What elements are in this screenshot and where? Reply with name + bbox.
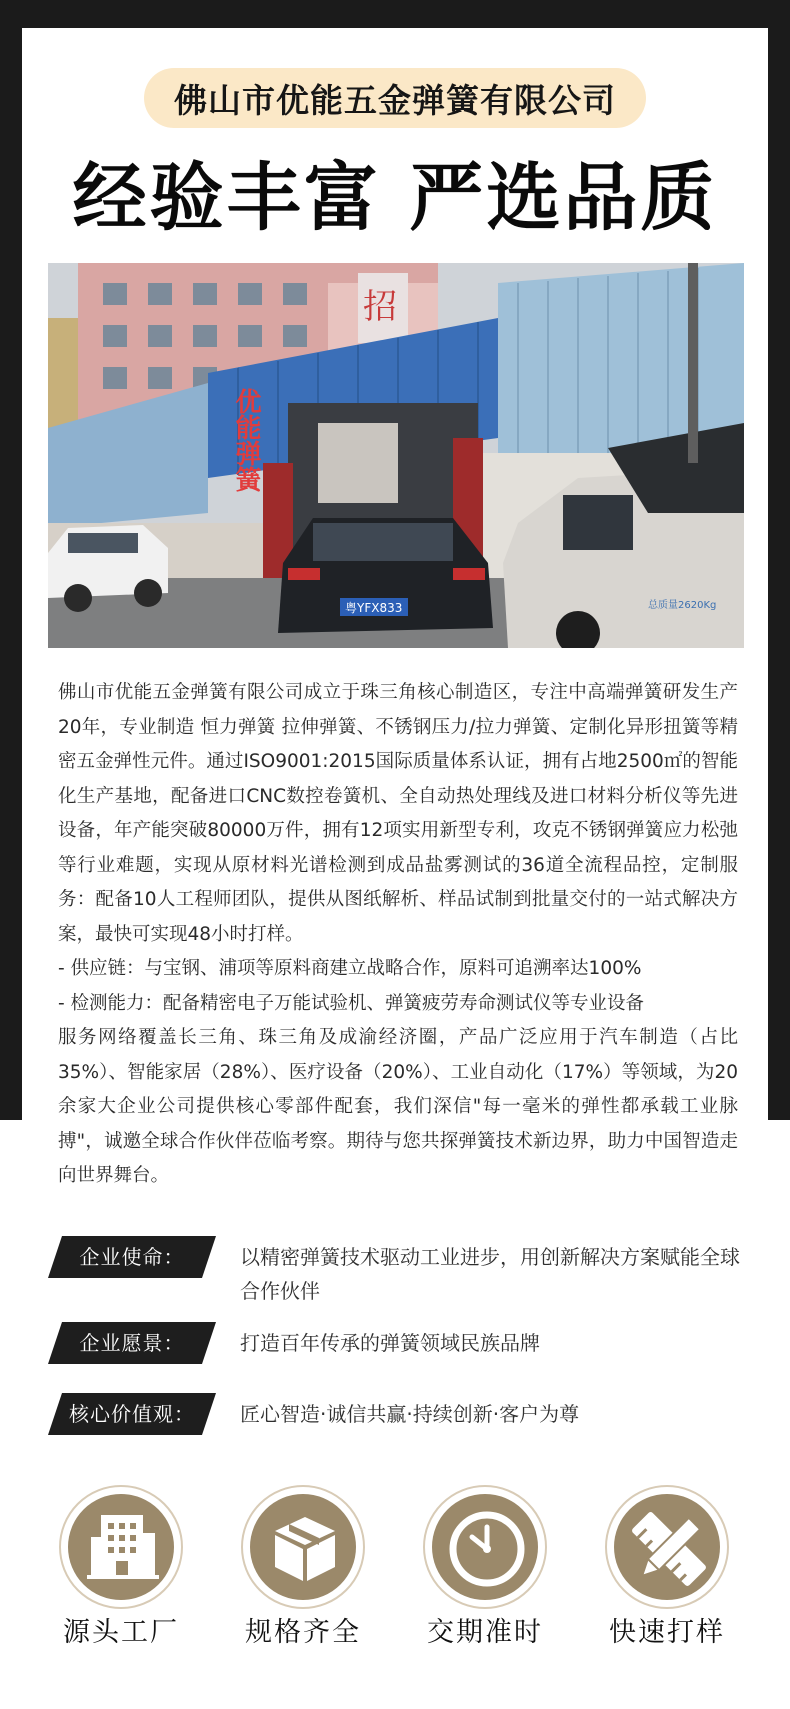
- feature-sampling: [605, 1485, 729, 1609]
- box-icon: [243, 1487, 367, 1611]
- feature-label-factory: 源头工厂: [63, 1617, 179, 1648]
- mission-label: 企业使命：: [48, 1236, 216, 1278]
- factory-photo: [48, 263, 744, 648]
- feature-specs: [241, 1485, 365, 1609]
- company-name-pill: 佛山市优能五金弹簧有限公司: [144, 68, 646, 128]
- feature-factory: [59, 1485, 183, 1609]
- top-frame: [0, 0, 790, 28]
- slogan-heading: 经验丰富 严选品质: [72, 155, 718, 241]
- vision-label: 企业愿景：: [48, 1322, 216, 1364]
- mission-text: 以精密弹簧技术驱动工业进步，用创新解决方案赋能全球合作伙伴: [240, 1245, 740, 1303]
- license-plate-text: 粤YFX833: [345, 601, 403, 615]
- building-icon: [61, 1487, 185, 1611]
- intro-supply-chain: - 供应链：与宝钢、浦项等原料商建立战略合作，原料可追溯率达100%: [58, 958, 642, 979]
- vision-text: 打造百年传承的弹簧领域民族品牌: [240, 1331, 540, 1355]
- feature-label-specs: 规格齐全: [245, 1617, 361, 1648]
- intro-paragraph-main: 佛山市优能五金弹簧有限公司成立于珠三角核心制造区，专注中高端弹簧研发生产20年，专业制造 恒力弹簧 拉伸弹簧、不锈钢压力/拉力弹簧、定制化异形扭簧等精密五金弹性元件。通过ISO9001:2015国际质量体系认证，拥有占地2500㎡的智能化生产基地，配备进口CNC数控卷簧机、全自动热处理线及进口材料分析仪等先进设备，年产能突破80000万件，拥有12项实用新型专利，攻克不锈钢弹簧应力松弛等行业难题，实现从原材料光谱检测到成品盐雾测试的36道全流程品控，定制服务：配备10人工程师团队，提供从图纸解析、样品试制到批量交付的一站式解决方案，最快可实现48小时打样。: [58, 682, 738, 945]
- feature-label-delivery: 交期准时: [427, 1617, 543, 1648]
- intro-service-network: 服务网络覆盖长三角、珠三角及成渝经济圈，产品广泛应用于汽车制造（占比35%）、智能家居（28%）、医疗设备（20%）、工业自动化（17%）等领域，为20余家大企业公司提供核心零部件配套，我们深信"每一毫米的弹性都承载工业脉搏"，诚邀全球合作伙伴莅临考察。期待与您共探弹簧技术新边界，助力中国智造走向世界舞台。: [58, 1027, 738, 1186]
- pencil-ruler-icon: [607, 1487, 731, 1611]
- factory-sign-text: 优能弹簧: [231, 388, 261, 492]
- banner-text: 招: [363, 287, 397, 327]
- core-values-label: 核心价值观：: [48, 1393, 216, 1435]
- intro-testing: - 检测能力：配备精密电子万能试验机、弹簧疲劳寿命测试仪等专业设备: [58, 992, 645, 1014]
- company-intro: [58, 676, 738, 1194]
- clock-icon: [425, 1487, 549, 1611]
- feature-delivery: [423, 1485, 547, 1609]
- feature-label-sampling: 快速打样: [609, 1617, 725, 1648]
- core-values-text: 匠心智造·诚信共赢·持续创新·客户为尊: [240, 1402, 580, 1426]
- truck-weight-text: 总质量2620Kg: [648, 600, 717, 611]
